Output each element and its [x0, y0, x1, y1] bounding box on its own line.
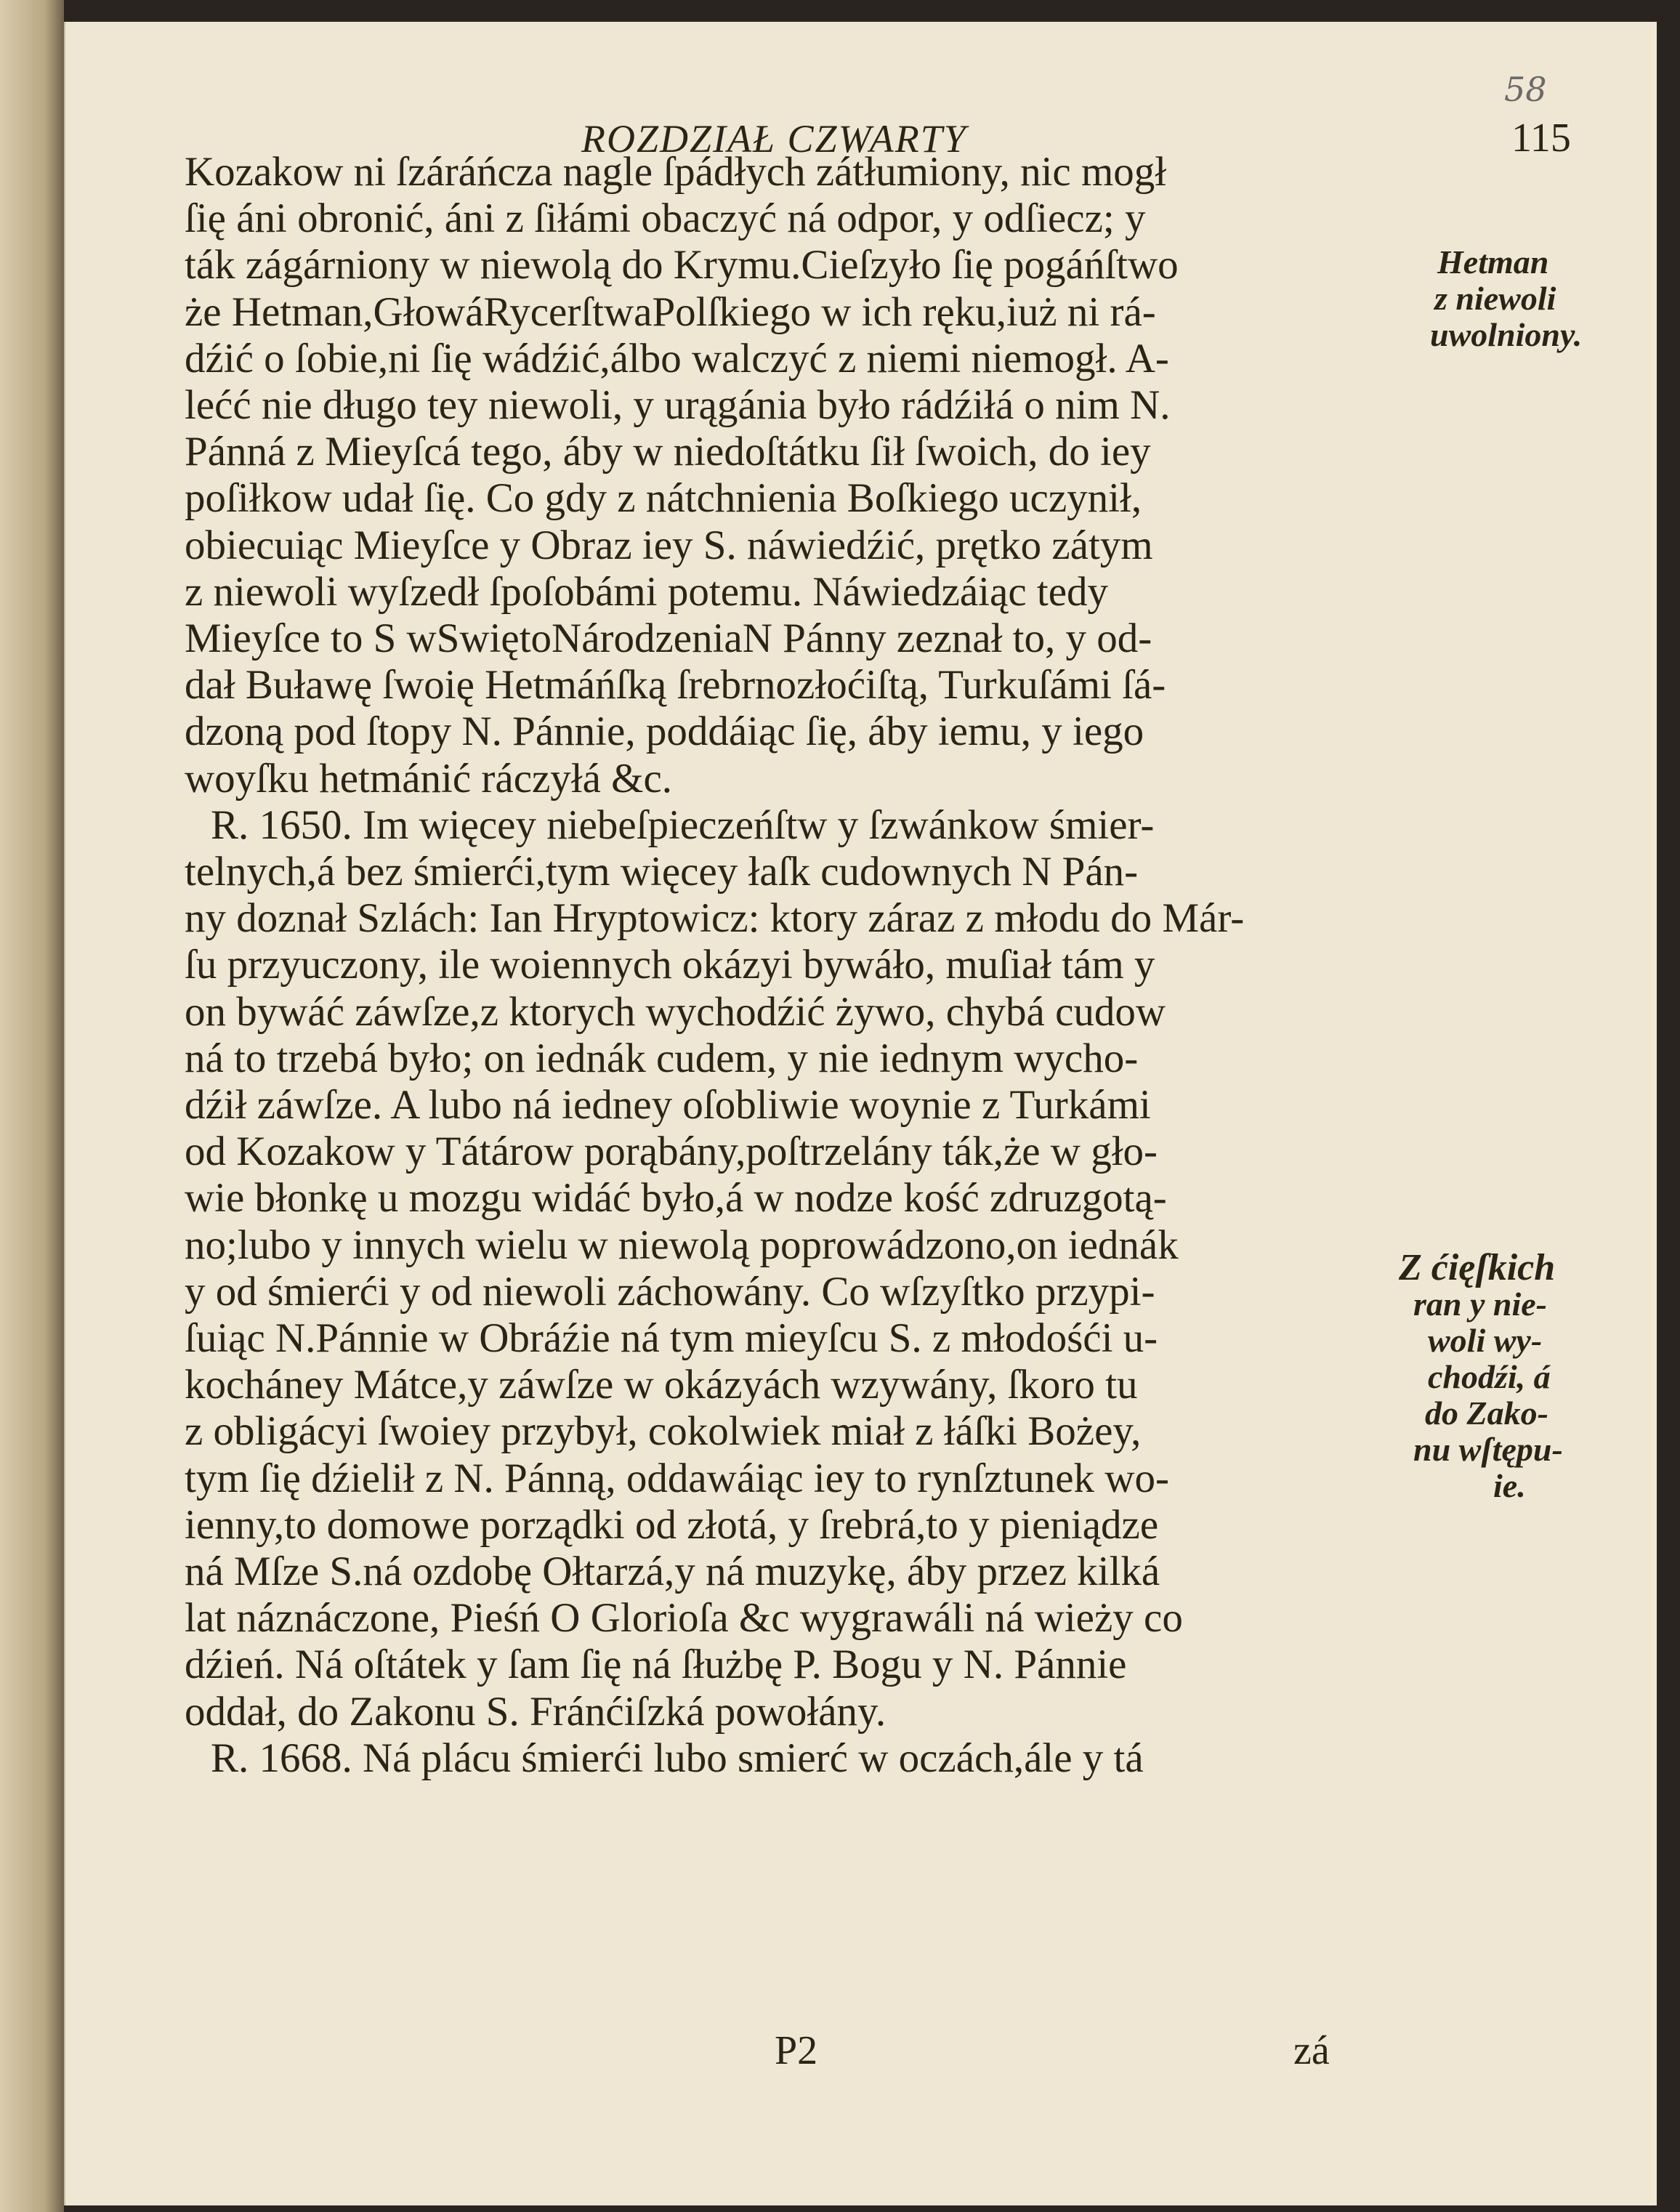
text-line: Mieyſce to S wSwiętoNárodzeniaN Pánny zeznał to, y od- — [185, 615, 1152, 661]
pencil-folio-number: 58 — [1504, 70, 1547, 109]
text-line: że Hetman,GłowáRycerſtwaPolſkiego w ich ręku,iuż ni rá- — [185, 288, 1156, 335]
text-line: y od śmierći y od niewoli záchowány. Co wſzyſtko przypi- — [185, 1268, 1155, 1315]
margin-note-line: chodźi, á — [1428, 1358, 1551, 1395]
text-line: lećć nie długo tey niewoli, y urągánia było rádźiłá o nim N. — [185, 382, 1171, 428]
margin-note-wounds — [1399, 1247, 1563, 1504]
text-line: ſię áni obronić, áni z ſiłámi obaczyć ná odpor, y odſiecz; y — [185, 195, 1146, 242]
text-line: dźień. Ná oſtátek y ſam ſię ná ſłużbę P. Bogu y N. Pánnie — [185, 1642, 1127, 1688]
margin-note-line: ie. — [1493, 1467, 1526, 1504]
text-line: on bywáć záwſze,z ktorych wychodźić żywo, chybá cudow — [185, 988, 1166, 1035]
text-line: ſu przyuczony, ile woiennych okázyi bywáło, muſiał tám y — [185, 942, 1155, 988]
text-line: lat náznáczone, Pieśń O Glorioſa &c wygrawáli ná wieży co — [185, 1595, 1183, 1642]
text-line: ny doznał Szlách: Ian Hryptowicz: ktory záraz z młodu do Már- — [185, 895, 1245, 942]
text-line: ná to trzebá było; on iednák cudem, y nie iednym wycho- — [185, 1035, 1139, 1081]
margin-note-line: z niewoli — [1434, 280, 1556, 317]
margin-note-hetman — [1430, 244, 1582, 353]
text-line: od Kozakow y Tátárow porąbány,poſtrzelány ták,że w gło- — [185, 1129, 1158, 1175]
text-line: dzoną pod ſtopy N. Pánnie, poddáiąc ſię, áby iemu, y iego — [185, 709, 1144, 755]
book-gutter — [0, 0, 64, 2212]
text-line: woyſku hetmánić ráczyłá &c. — [185, 755, 673, 802]
text-line: dźił záwſze. A lubo ná iedney oſobliwie woynie z Turkámi — [185, 1082, 1151, 1128]
page-number: 115 — [1511, 116, 1571, 161]
text-line: Pánná z Mieyſcá tego, áby w niedoſtátku ſił ſwoich, do iey — [185, 429, 1151, 475]
text-line: ienny,to domowe porządki od złotá, y ſrebrá,to y pieniądze — [185, 1501, 1159, 1548]
text-line: z obligácyi ſwoiey przybył, cokolwiek miał z łáſki Bożey, — [185, 1408, 1142, 1455]
text-line: ná Mſze S.ná ozdobę Ołtarzá,y ná muzykę, áby przez kilká — [185, 1549, 1160, 1594]
text-line: tym ſię dźielił z N. Pánną, oddawáiąc iey to rynſztunek wo- — [185, 1455, 1169, 1501]
text-line: z niewoli wyſzedł ſpoſobámi potemu. Náwiedzáiąc tedy — [185, 568, 1109, 615]
margin-note-line: nu wſtępu- — [1413, 1431, 1563, 1468]
text-line: telnych,á bez śmierći,tym więcey łaſk cudownych N Pán- — [185, 849, 1139, 895]
margin-note-line: ran y nie- — [1413, 1285, 1547, 1323]
margin-note-line: Z ćięſkich — [1399, 1247, 1556, 1288]
margin-note-line: woli wy- — [1428, 1322, 1543, 1359]
text-line: R. 1668. Ná plácu śmierći lubo smierć w oczách,ále y tá — [211, 1735, 1144, 1781]
text-line: ſuiąc N.Pánnie w Obráźie ná tym mieyſcu S. z młodośći u- — [185, 1315, 1158, 1361]
text-line: kocháney Mátce,y záwſze w okázyách wzywány, ſkoro tu — [185, 1362, 1138, 1408]
text-line: obiecuiąc Mieyſce y Obraz iey S. náwiedźić, prętko zátym — [185, 522, 1153, 568]
text-line: Kozakow ni ſzáráńcza nagle ſpádłych zátłumiony, nic mogł — [185, 149, 1167, 195]
text-line: dźić o ſobie,ni ſię wádźić,álbo walczyć z niemi niemogł. A- — [185, 335, 1169, 382]
text-line: oddał, do Zakonu S. Fránćiſzká powołány. — [185, 1688, 887, 1735]
text-line: wie błonkę u mozgu widáć było,á w nodze kość zdruzgotą- — [185, 1175, 1167, 1222]
text-line: no;lubo y innych wielu w niewolą poprowádzono,on iednák — [185, 1222, 1179, 1268]
text-line: ták zágárniony w niewolą do Krymu.Cieſzyło ſię pogáńſtwo — [185, 242, 1179, 288]
margin-note-line: Hetman — [1437, 243, 1549, 280]
text-line: dał Buławę ſwoię Hetmáńſką ſrebrnozłoćiſtą, Turkuſámi ſá- — [185, 662, 1166, 709]
signature-mark: P2 — [775, 2028, 818, 2073]
margin-note-line: do Zako- — [1425, 1394, 1548, 1432]
catchword: zá — [1293, 2028, 1330, 2073]
text-line: poſiłkow udał ſię. Co gdy z nátchnienia Boſkiego uczynił, — [185, 475, 1142, 522]
text-line: R. 1650. Im więcey niebeſpieczeńſtw y ſzwánkow śmier- — [211, 802, 1155, 848]
running-head: ROZDZIAŁ CZWARTY — [581, 117, 967, 161]
margin-note-line: uwolniony. — [1430, 316, 1583, 353]
